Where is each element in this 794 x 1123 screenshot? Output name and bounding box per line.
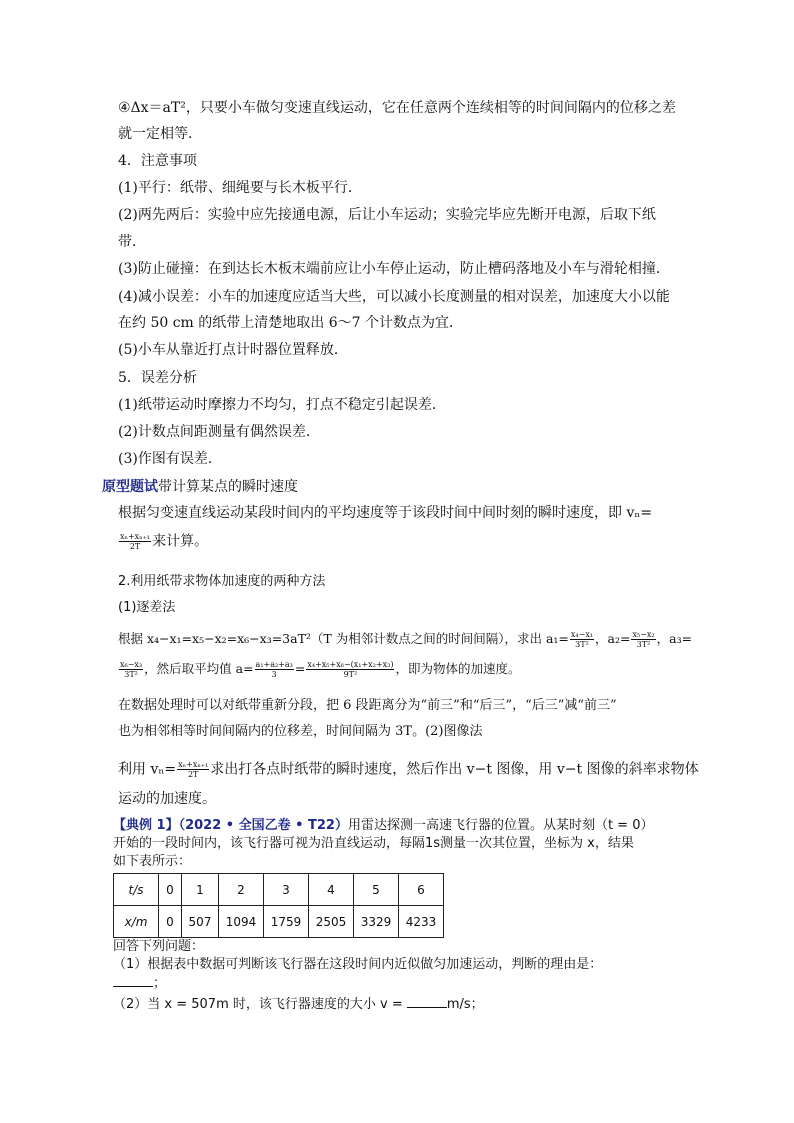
body-line-2: 就一定相等．	[118, 126, 202, 142]
body-line-10: (5)小车从靠近打点计时器位置释放．	[118, 342, 348, 358]
table-cell: 2	[219, 874, 264, 906]
difference-method-line-1: 根据 x₄−x₁=x₅−x₂=x₆−x₃=3aT²（T 为相邻计数点之间的时间间隔），求出 a₁= $\frac{\text{x₄−x₁}}{\text{3T²}}$ ，a₂= $\frac{\text{x₅−x₂}}{\text{3T²}}$ ，a₃=	[118, 630, 693, 649]
prototype-title: 带计算某点的瞬时速度	[158, 479, 298, 495]
body-line-1: ④Δx＝aT²，只要小车做匀变速直线运动，它在任意两个连续相等的时间间隔内的位移之差	[118, 100, 676, 116]
section-heading-5: 5．误差分析	[118, 370, 197, 386]
table-cell: 4233	[399, 906, 444, 938]
acceleration-fraction: $\frac{\text{x₄+x₅+x₆−(x₁+x₂+x₃)}}{\text{9T²}}$	[307, 660, 394, 679]
answer-blank[interactable]	[407, 995, 447, 1008]
prototype-heading	[102, 478, 298, 496]
prototype-tag: 原型题试	[102, 479, 158, 495]
question-1-blank-line: ；	[113, 974, 673, 993]
time-header: t/s	[114, 874, 159, 906]
graph-method-line-1: 利用 vₙ= $\frac{\text{xₙ+xₙ₊₁}}{2T}$ 求出打各点时纸带的瞬时速度，然后作出 v−t 图像，用 v−t 图像的斜率求物体	[118, 760, 699, 779]
graph-method-line-2: 运动的加速度。	[118, 791, 216, 807]
table-cell: 0	[159, 874, 182, 906]
position-header: x/m	[114, 906, 159, 938]
table-cell: 3329	[354, 906, 399, 938]
body-line-6: 带．	[118, 234, 146, 250]
a1-fraction: $\frac{\text{x₄−x₁}}{\text{3T²}}$	[570, 630, 594, 649]
example-label: 【典例 1】	[113, 818, 179, 833]
average-fraction: $\frac{\text{a₁+a₂+a₃}}{3}$	[255, 660, 293, 679]
body-line-12: (1)纸带运动时摩擦力不均匀，打点不稳定引起误差．	[118, 397, 446, 413]
example-line-1	[113, 817, 673, 835]
questions-intro: 回答下列问题：	[113, 939, 205, 954]
table-cell: 0	[159, 906, 182, 938]
instant-velocity-paragraph: 根据匀变速直线运动某段时间内的平均速度等于该段时间中间时刻的瞬时速度，即 vₙ=	[118, 505, 653, 521]
table-cell: 507	[182, 906, 219, 938]
table-cell: 1	[182, 874, 219, 906]
answer-blank[interactable]	[113, 974, 153, 987]
example-source: （2022 • 全国乙卷 • T22）	[178, 818, 348, 833]
question-2: （2）当 x = 507m 时，该飞行器速度的大小 v = m/s；	[113, 997, 484, 1012]
table-row	[114, 906, 444, 938]
a3-fraction: $\frac{\text{x₆−x₃}}{\text{3T²}}$	[120, 660, 143, 679]
a2-fraction: $\frac{\text{x₅−x₂}}{\text{3T²}}$	[632, 630, 655, 649]
example-line-3: 如下表所示：	[113, 854, 192, 869]
body-line-9: 在约 50 cm 的纸带上清楚地取出 6～7 个计数点为宜．	[118, 315, 463, 331]
table-cell: 2505	[309, 906, 354, 938]
body-line-14: (3)作图有误差．	[118, 451, 222, 467]
table-cell: 6	[399, 874, 444, 906]
instant-velocity-formula	[118, 532, 678, 551]
velocity-fraction: $\frac{\text{xₙ+xₙ₊₁}}{2T}$	[120, 532, 151, 551]
table-cell: 1094	[219, 906, 264, 938]
body-line-4: (1)平行：纸带、细绳要与长木板平行．	[118, 180, 362, 196]
segment-paragraph-line-1: 在数据处理时可以对纸带重新分段，把 6 段距离分为“前三”和“后三”，“后三”减“前三”	[118, 698, 617, 713]
example-line-2: 开始的一段时间内，该飞行器可视为沿直线运动，每隔1s测量一次其位置，坐标为 x，结果	[113, 836, 634, 851]
method-1-title: (1)逐差法	[118, 600, 176, 615]
segment-paragraph-line-2: 也为相邻相等时间间隔内的位移差，时间间隔为 3T。(2)图像法	[118, 724, 483, 739]
body-line-13: (2)计数点间距测量有偶然误差．	[118, 424, 320, 440]
method-title: 2.利用纸带求物体加速度的两种方法	[118, 574, 326, 589]
example-text: 用雷达探测一高速飞行器的位置。从某时刻（t = 0）	[347, 818, 654, 833]
table-cell: 3	[264, 874, 309, 906]
table-cell: 4	[309, 874, 354, 906]
body-line-5: (2)两先两后：实验中应先接通电源，后让小车运动；实验完毕应先断开电源，后取下纸	[118, 207, 656, 223]
table-row	[114, 874, 444, 906]
difference-method-line-2: $\frac{\text{x₆−x₃}}{\text{3T²}}$ ，然后取平均值 a= $\frac{\text{a₁+a₂+a₃}}{3}$ = $\frac{\text{x₄+x₅+x₆−(x₁+x₂+x₃)}}{\text{9T²}}$ ，即为物体的加速度。	[120, 660, 521, 679]
body-line-8: (4)减小误差：小车的加速度应适当大些，可以减小长度测量的相对误差，加速度大小以能	[118, 289, 670, 305]
table-cell: 1759	[264, 906, 309, 938]
section-heading-4: 4．注意事项	[118, 153, 197, 169]
formula-tail: 来计算。	[152, 533, 209, 550]
position-table	[113, 873, 444, 938]
graph-velocity-fraction: $\frac{\text{xₙ+xₙ₊₁}}{2T}$	[178, 760, 209, 779]
body-line-7: (3)防止碰撞：在到达长木板末端前应让小车停止运动，防止槽码落地及小车与滑轮相撞．	[118, 261, 670, 277]
table-cell: 5	[354, 874, 399, 906]
question-1: （1）根据表中数据可判断该飞行器在这段时间内近似做匀加速运动，判断的理由是：	[113, 957, 603, 972]
